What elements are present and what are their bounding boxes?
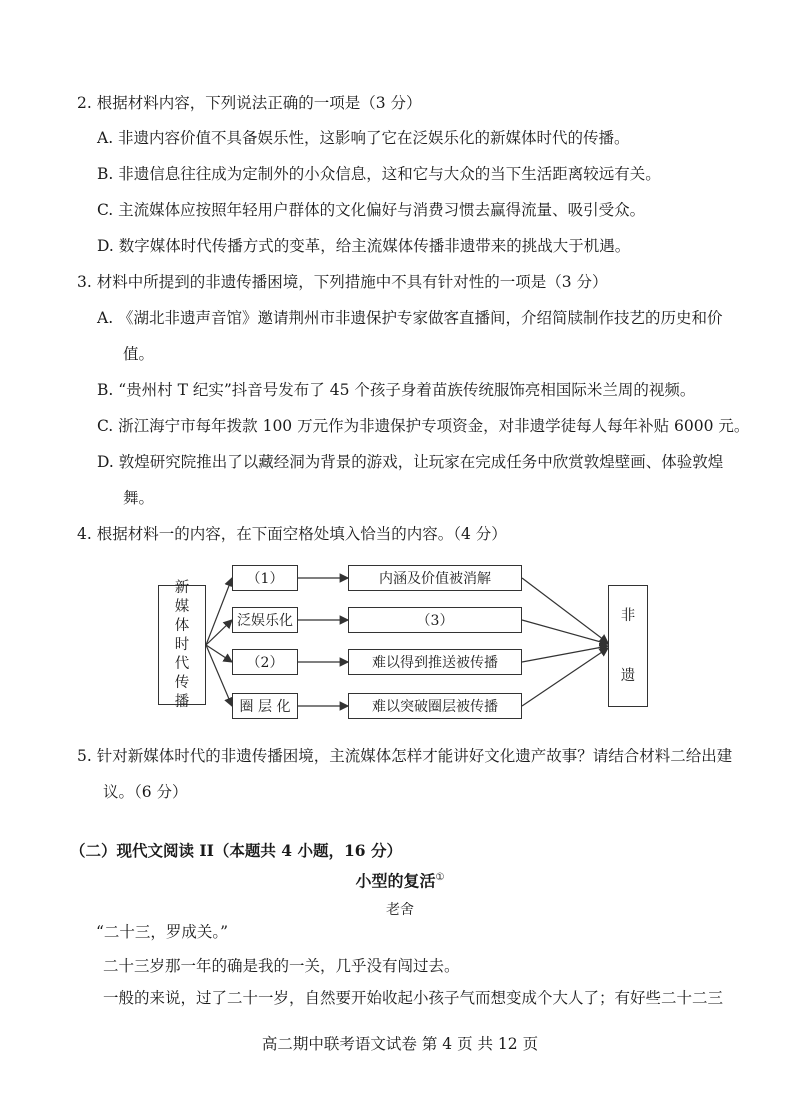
passage-title bbox=[0, 868, 800, 891]
q3-option-c: C. 浙江海宁市每年拨款 100 万元作为非遗保护专项资金，对非遗学徒每人每年补贴 6000 元。 bbox=[97, 417, 750, 435]
q3-option-a-continuation: 值。 bbox=[123, 345, 155, 363]
left-char: 媒 bbox=[174, 598, 190, 615]
q3-option-b: B. “贵州村 T 纪实”抖音号发布了 45 个孩子身着苗族传统服饰亮相国际米兰周的视频。 bbox=[97, 381, 696, 399]
middle-box-circle-layer: 圈 层 化 bbox=[232, 693, 298, 719]
left-box-new-media bbox=[158, 579, 206, 710]
q2-option-b: B. 非遗信息往往成为定制外的小众信息，这和它与大众的当下生活距离较远有关。 bbox=[97, 165, 661, 183]
passage-title-text: 小型的复活 bbox=[355, 871, 436, 891]
q2-stem: 2. 根据材料内容，下列说法正确的一项是（3 分） bbox=[77, 94, 422, 112]
q2-option-d: D. 数字媒体时代传播方式的变革，给主流媒体传播非遗带来的挑战大于机遇。 bbox=[97, 237, 631, 255]
result-box-1: 内涵及价值被消解 bbox=[348, 565, 522, 591]
arrow-r2-to-right bbox=[522, 620, 608, 644]
q2-option-c: C. 主流媒体应按照年轻用户群体的文化偏好与消费习惯去赢得流量、吸引受众。 bbox=[97, 201, 646, 219]
left-char: 时 bbox=[174, 636, 190, 653]
arrow-left-to-m2 bbox=[206, 620, 232, 645]
q3-option-d-continuation: 舞。 bbox=[123, 489, 155, 507]
page-footer: 高二期中联考语文试卷 第 4 页 共 12 页 bbox=[261, 1035, 539, 1053]
q5-stem: 5. 针对新媒体时代的非遗传播困境，主流媒体怎样才能讲好文化遗产故事？请结合材料二给出建 bbox=[77, 747, 733, 765]
middle-box-blank-2: （2） bbox=[232, 649, 298, 675]
q3-option-d: D. 敦煌研究院推出了以藏经洞为背景的游戏，让玩家在完成任务中欣赏敦煌壁画、体验敦煌 bbox=[97, 453, 724, 471]
q2-option-a: A. 非遗内容价值不具备娱乐性，这影响了它在泛娱乐化的新媒体时代的传播。 bbox=[97, 129, 630, 147]
section2-heading: （二）现代文阅读 II（本题共 4 小题，16 分） bbox=[70, 841, 402, 860]
q5-continuation: 议。（6 分） bbox=[103, 783, 188, 801]
arrow-r3-to-right bbox=[522, 646, 608, 662]
left-char: 传 bbox=[174, 674, 190, 691]
left-char: 体 bbox=[174, 617, 190, 634]
result-box-4: 难以突破圈层被传播 bbox=[348, 693, 522, 719]
arrow-r1-to-right bbox=[522, 578, 608, 643]
left-char: 代 bbox=[174, 655, 190, 672]
result-box-blank-3: （3） bbox=[348, 607, 522, 633]
left-char: 播 bbox=[174, 693, 190, 710]
arrow-left-to-m1 bbox=[206, 578, 232, 645]
passage-title-footnote-mark: ① bbox=[435, 872, 445, 883]
passage-paragraph: “二十三，罗成关。” bbox=[96, 923, 229, 941]
middle-box-pan-entertainment: 泛娱乐化 bbox=[232, 607, 298, 633]
passage-author: 老舍 bbox=[386, 902, 414, 918]
q3-option-a: A. 《湖北非遗声音馆》邀请荆州市非遗保护专家做客直播间，介绍简牍制作技艺的历史和价 bbox=[97, 309, 723, 327]
passage-paragraph: 一般的来说，过了二十一岁，自然要开始收起小孩子气而想变成个大人了；有好些二十二三 bbox=[103, 989, 724, 1007]
result-box-3: 难以得到推送被传播 bbox=[348, 649, 522, 675]
arrow-r4-to-right bbox=[522, 648, 608, 706]
q3-stem: 3. 材料中所提到的非遗传播困境，下列措施中不具有针对性的一项是（3 分） bbox=[77, 273, 608, 291]
middle-box-blank-1: （1） bbox=[232, 565, 298, 591]
left-char: 新 bbox=[174, 579, 190, 596]
right-char: 非 bbox=[620, 607, 636, 624]
right-box-intangible-heritage bbox=[608, 585, 648, 707]
right-char: 遗 bbox=[620, 667, 636, 684]
passage-paragraph: 二十三岁那一年的确是我的一关，几乎没有闯过去。 bbox=[103, 957, 460, 975]
q4-flow-diagram bbox=[150, 560, 650, 730]
q4-stem: 4. 根据材料一的内容，在下面空格处填入恰当的内容。（4 分） bbox=[77, 525, 507, 543]
